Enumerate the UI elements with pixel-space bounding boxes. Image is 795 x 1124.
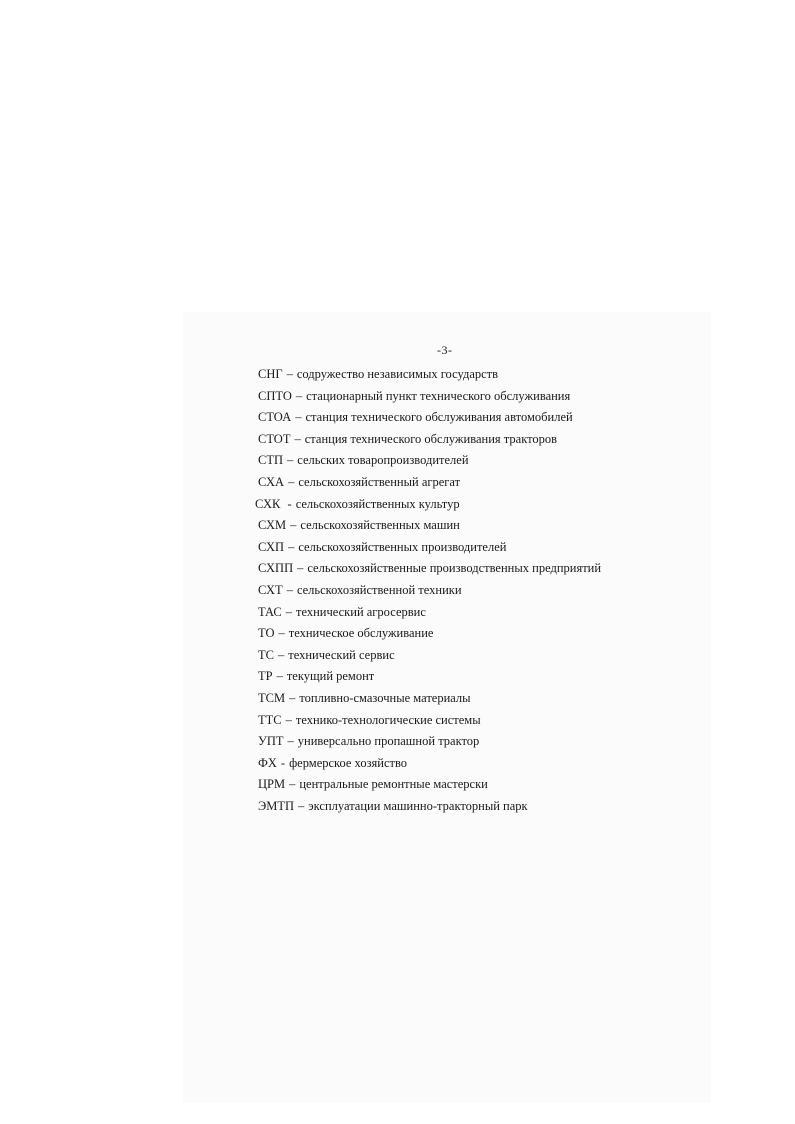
abbreviation-separator: – (286, 582, 293, 597)
abbreviation-definition: универсально пропашной трактор (297, 734, 480, 749)
abbreviation-separator: – (289, 777, 296, 792)
abbreviation-definition: станция технического обслуживания тракторов (304, 431, 558, 446)
abbreviation-separator: – (285, 712, 292, 727)
abbreviation-term: ФХ (258, 755, 277, 770)
abbreviation-item (258, 388, 601, 410)
abbreviation-definition: сельских товаропроизводителей (297, 453, 469, 468)
abbreviation-term: ЭМТП (258, 798, 295, 813)
abbreviation-separator: – (286, 367, 293, 381)
abbreviation-definition: сельскохозяйственных культур (295, 496, 460, 511)
abbreviation-term: СНГ (258, 367, 283, 381)
abbreviation-item (258, 755, 601, 777)
abbreviation-definition: технический агросервис (296, 604, 426, 619)
abbreviation-definition: центральные ремонтные мастерски (299, 777, 488, 792)
abbreviation-definition: сельскохозяйственных машин (300, 518, 460, 533)
abbreviation-item (258, 668, 601, 690)
abbreviation-separator: – (290, 518, 297, 533)
abbreviation-item (258, 647, 601, 669)
abbreviation-item (258, 517, 601, 539)
abbreviation-definition: сельскохозяйственных производителей (298, 539, 507, 554)
abbreviation-separator: – (294, 431, 301, 446)
page-number: -3- (437, 343, 453, 357)
abbreviation-definition: технический сервис (288, 647, 395, 662)
abbreviation-separator: – (288, 474, 295, 489)
abbreviation-term: СХПП (258, 561, 294, 576)
abbreviation-item (258, 474, 601, 496)
abbreviation-definition: технико-технологические системы (295, 712, 481, 727)
abbreviation-term: ТО (258, 626, 275, 641)
abbreviation-item (258, 776, 601, 798)
abbreviation-item (258, 625, 601, 647)
abbreviation-term: СХП (258, 539, 285, 554)
abbreviation-separator: – (297, 561, 304, 576)
abbreviation-item (258, 690, 601, 712)
abbreviation-list (255, 366, 602, 819)
abbreviation-term: СХТ (258, 582, 283, 597)
abbreviation-term: ТАС (258, 604, 282, 619)
abbreviation-term: СТОА (258, 410, 292, 425)
abbreviation-term: ТТС (258, 712, 282, 727)
abbreviation-term: ТР (258, 669, 273, 684)
abbreviation-separator: – (298, 798, 305, 813)
abbreviation-term: УПТ (258, 734, 284, 749)
abbreviation-separator: – (288, 539, 295, 554)
abbreviation-separator: – (295, 388, 303, 403)
abbreviation-definition: топливно-смазочные материалы (299, 690, 471, 705)
abbreviation-item (258, 409, 601, 431)
abbreviation-item (258, 604, 601, 626)
abbreviation-item (258, 539, 601, 561)
abbreviation-item (258, 582, 601, 604)
abbreviation-definition: техническое обслуживание (288, 626, 434, 641)
abbreviation-definition: станция технического обслуживания автомобилей (305, 410, 573, 425)
abbreviation-separator: – (289, 690, 296, 705)
abbreviation-item (255, 496, 601, 518)
abbreviation-definition: фермерское хозяйство (289, 755, 408, 770)
abbreviation-term: ЦРМ (258, 777, 286, 792)
abbreviation-term: СТП (258, 453, 283, 468)
abbreviation-separator: – (287, 453, 294, 468)
abbreviation-definition: сельскохозяйственные производственных предприятий (307, 561, 602, 576)
abbreviation-definition: стационарный пункт технического обслуживания (306, 388, 571, 403)
abbreviation-item (258, 366, 601, 388)
abbreviation-item (258, 431, 601, 453)
abbreviation-term: СПТО (258, 388, 292, 403)
abbreviation-separator: – (295, 410, 302, 425)
abbreviation-definition: содружество независимых государств (296, 367, 499, 381)
abbreviation-item (258, 733, 601, 755)
abbreviation-term: СТОТ (258, 431, 291, 446)
abbreviation-term: ТС (258, 647, 274, 662)
abbreviation-item (258, 798, 601, 820)
abbreviation-separator: – (277, 647, 285, 662)
abbreviation-separator: – (276, 669, 283, 684)
abbreviation-term: ТСМ (258, 690, 286, 705)
abbreviation-term: СХК (255, 496, 281, 511)
abbreviation-separator: – (285, 604, 293, 619)
abbreviation-definition: сельскохозяйственной техники (296, 582, 462, 597)
abbreviation-term: СХМ (258, 518, 287, 533)
abbreviation-separator: – (278, 626, 285, 641)
abbreviation-separator: – (287, 734, 294, 749)
abbreviation-item (258, 560, 601, 582)
abbreviation-definition: сельскохозяйственный агрегат (298, 474, 461, 489)
abbreviation-term: СХА (258, 474, 285, 489)
abbreviation-item (258, 452, 601, 474)
abbreviation-item (258, 712, 601, 734)
abbreviation-definition: эксплуатации машинно-тракторный парк (308, 798, 528, 813)
abbreviation-separator: - (284, 496, 292, 511)
abbreviation-definition: текущий ремонт (286, 669, 375, 684)
abbreviation-separator: - (280, 755, 286, 770)
